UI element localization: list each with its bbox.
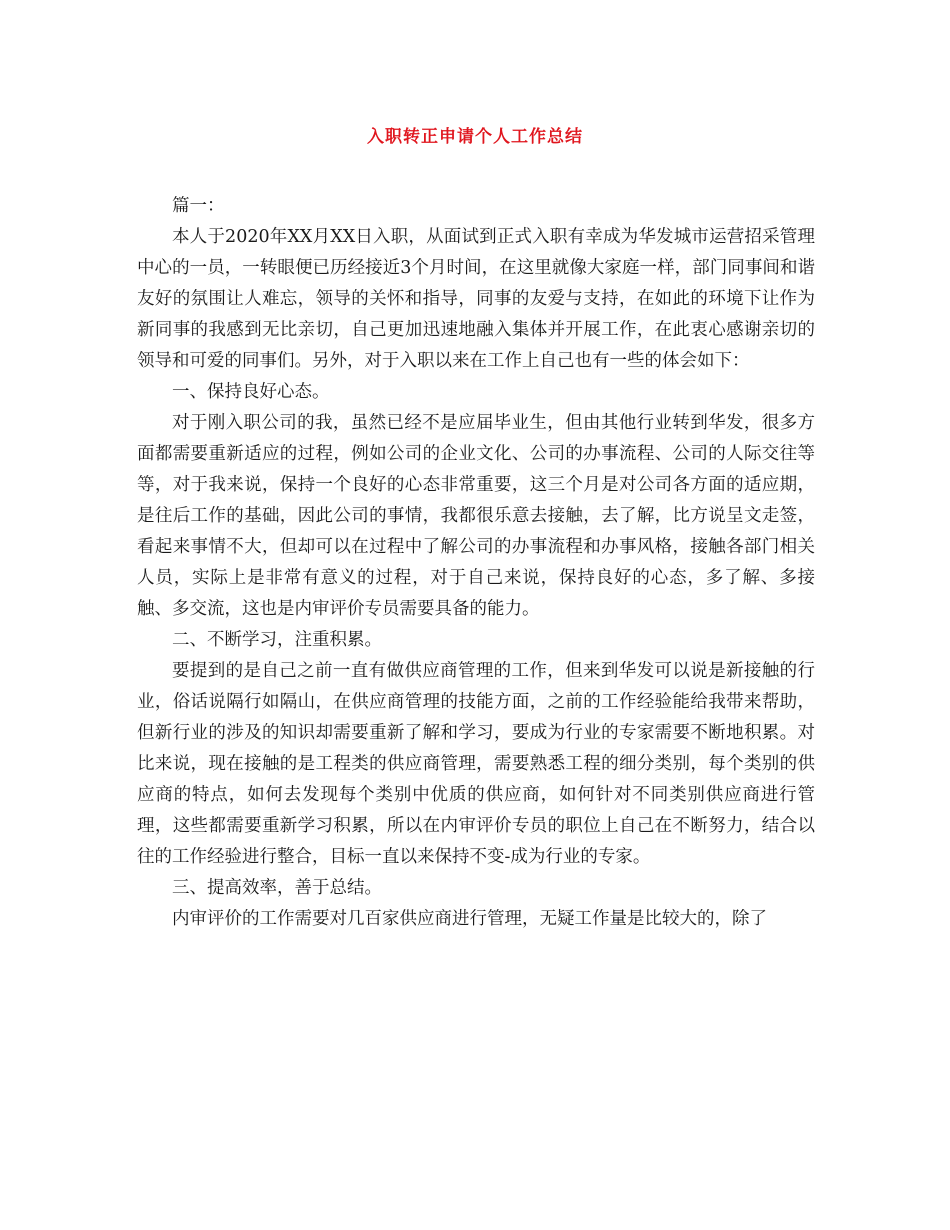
heading-2: 二、不断学习，注重积累。 <box>172 630 382 650</box>
paragraph-3: 内审评价的工作需要对几百家供应商进行管理，无疑工作量是比较大的，除了 <box>172 909 767 929</box>
paragraph-2: 要提到的是自己之前一直有做供应商管理的工作，但来到华发可以说是新接触的行业，俗话说隔行如隔山，在供应商管理的技能方面，之前的工作经验能给我带来帮助，但新行业的涉及的知识却需要重新了解和学习，要成为行业的专家需要不断地积累。对比来说，现在接触的是工程类的供应商管理，需要熟悉工程的细分类别，每个类别的供应商的特点，如何去发现每个类别中优质的供应商，如何针对不同类别供应商进行管理，这些都需要重新学习积累，所以在内审评价专员的职位上自己在不断努力，结合以往的工作经验进行整合，目标一直以来保持不变-成为行业的专家。 <box>137 661 815 867</box>
heading-1: 一、保持良好心态。 <box>172 382 330 402</box>
document-title: 入职转正申请个人工作总结 <box>367 127 583 147</box>
heading-3: 三、提高效率，善于总结。 <box>172 878 382 898</box>
paragraph-intro: 本人于2020年XX月XX日入职，从面试到正式入职有幸成为华发城市运营招采管理中心的一员，一转眼便已历经接近3个月时间，在这里就像大家庭一样，部门同事间和谐友好的氛围让人难忘，领导的关怀和指导，同事的友爱与支持，在如此的环境下让作为新同事的我感到无比亲切，自己更加迅速地融入集体并开展工作，在此衷心感谢亲切的领导和可爱的同事们。另外，对于入职以来在工作上自己也有一些的体会如下： <box>137 227 815 371</box>
paragraph-1: 对于刚入职公司的我，虽然已经不是应届毕业生，但由其他行业转到华发，很多方面都需要重新适应的过程，例如公司的企业文化、公司的办事流程、公司的人际交往等等，对于我来说，保持一个良好的心态非常重要，这三个月是对公司各方面的适应期，是往后工作的基础，因此公司的事情，我都很乐意去接触，去了解，比方说呈文走签，看起来事情不大，但却可以在过程中了解公司的办事流程和办事风格，接触各部门相关人员，实际上是非常有意义的过程，对于自己来说，保持良好的心态，多了解、多接触、多交流，这也是内审评价专员需要具备的能力。 <box>137 413 815 619</box>
section-label: 篇一： <box>172 196 225 216</box>
document-body <box>137 191 815 935</box>
